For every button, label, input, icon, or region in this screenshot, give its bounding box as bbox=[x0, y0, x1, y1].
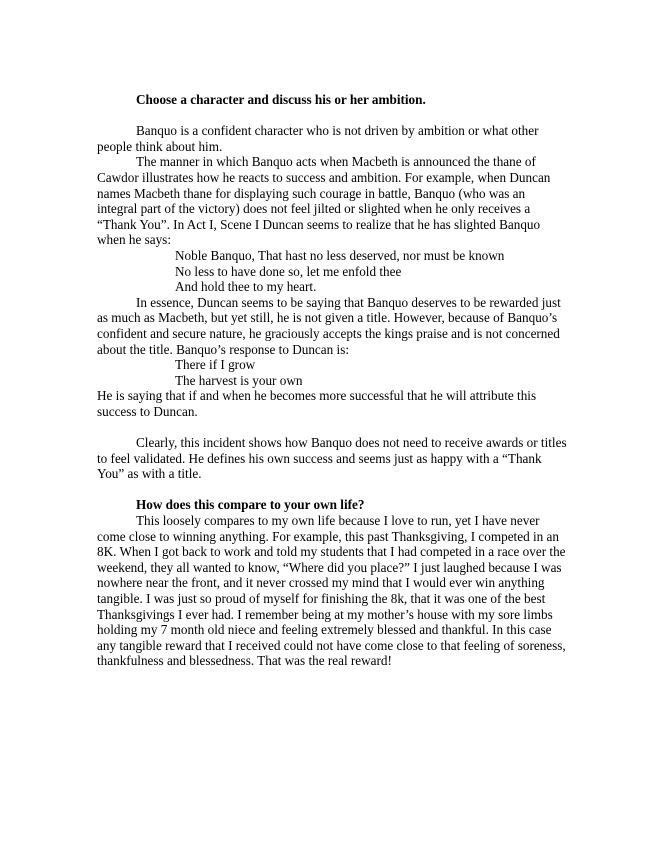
quote-block-duncan bbox=[97, 248, 567, 295]
section-heading-ambition: Choose a character and discuss his or her ambition. bbox=[136, 92, 426, 107]
quote-line: The harvest is your own bbox=[175, 372, 303, 388]
paragraph-essence: In essence, Duncan seems to be saying that Banquo deserves to be rewarded just as much as Macbeth, but yet still, he is not given a title. However, because of Banquo’s confident and secure nature, he graciously accepts the kings praise and is not concerned about the title. Banquo’s response to Duncan is: bbox=[97, 294, 561, 357]
quote-line: Noble Banquo, That hast no less deserved, nor must be known bbox=[175, 247, 505, 263]
paragraph-attribution: He is saying that if and when he becomes more successful that he will attribute this success to Duncan. bbox=[97, 388, 537, 419]
paragraph-conclusion: Clearly, this incident shows how Banquo does not need to receive awards or titles to feel validated. He defines his own success and seems just as happy with a “Thank You” as with a title. bbox=[97, 435, 567, 482]
paragraph-intro: Banquo is a confident character who is not driven by ambition or what other people think about him. bbox=[97, 123, 539, 154]
quote-line: No less to have done so, let me enfold thee bbox=[175, 263, 402, 279]
paragraph-cawdor: The manner in which Banquo acts when Macbeth is announced the thane of Cawdor illustrates how he reacts to success and ambition. For example, when Duncan names Macbeth thane for displaying such courage in battle, Banquo (who was an integral part of the victory) does not feel jilted or slighted when he only receives a “Thank You”. In Act I, Scene I Duncan seems to realize that he has slighted Banquo when he says: bbox=[97, 154, 551, 248]
quote-line: There if I grow bbox=[175, 357, 256, 373]
quote-line: And hold thee to my heart. bbox=[175, 279, 317, 295]
section-heading-comparison: How does this compare to your own life? bbox=[136, 497, 365, 513]
essay-page bbox=[97, 92, 567, 669]
quote-block-banquo bbox=[97, 357, 567, 388]
paragraph-personal: This loosely compares to my own life because I love to run, yet I have never come close to winning anything. For example, this past Thanksgiving, I competed in an 8K. When I got back to work and told my students that I had competed in a race over the weekend, they all wanted to know, “Where did you place?” I just laughed because I was nowhere near the front, and it never crossed my mind that I would ever win anything tangible. I was just so proud of myself for finishing the 8k, that it was one of the best Thanksgivings I ever had. I remember being at my mother’s house with my sore limbs holding my 7 month old niece and feeling extremely blessed and thankful. In this case any tangible reward that I received could not have come close to that feeling of soreness, thankfulness and blessedness. That was the real reward! bbox=[97, 513, 566, 669]
